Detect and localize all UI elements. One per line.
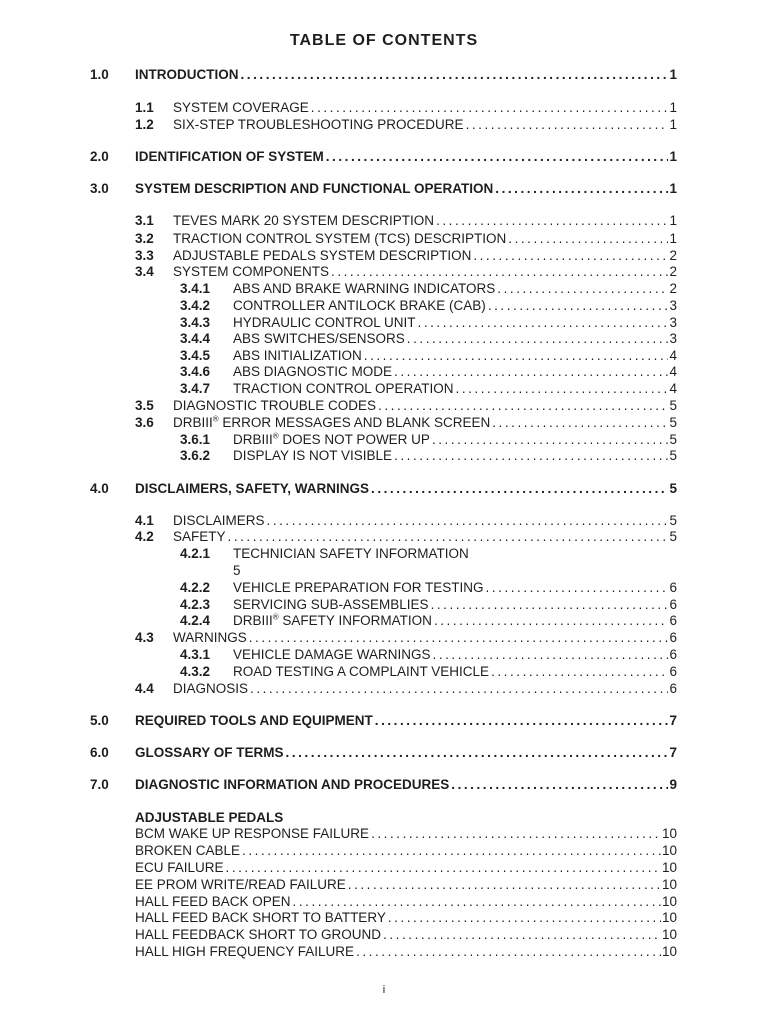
toc-entry[interactable] (180, 448, 677, 464)
toc-entry[interactable] (135, 264, 677, 280)
dot-leader (492, 415, 668, 431)
section-title: WARNINGS (173, 630, 247, 645)
section-number: 4.0 (90, 481, 109, 496)
dot-leader (241, 67, 669, 83)
section-title: DIAGNOSTIC TROUBLE CODES (173, 398, 377, 413)
dot-leader (456, 381, 669, 397)
dot-leader (418, 315, 669, 331)
section-number: 7.0 (90, 777, 109, 792)
toc-entry[interactable] (90, 481, 677, 497)
section-title: DISCLAIMERS, SAFETY, WARNINGS (135, 481, 370, 496)
section-title: ROAD TESTING A COMPLAINT VEHICLE (233, 664, 490, 679)
dot-leader (407, 331, 669, 347)
toc-entry[interactable] (135, 513, 677, 529)
section-title: TEVES MARK 20 SYSTEM DESCRIPTION (173, 213, 435, 228)
section-number: 4.2.2 (180, 580, 211, 595)
page-number: 2 (669, 264, 677, 279)
section-title: CONTROLLER ANTILOCK BRAKE (CAB) (233, 298, 486, 313)
section-number: 3.4.3 (180, 315, 211, 330)
section-title: SYSTEM COMPONENTS (173, 264, 330, 279)
section-title: DRBIII® SAFETY INFORMATION (233, 612, 432, 628)
dot-leader (267, 513, 669, 529)
section-number: 4.2 (135, 529, 154, 544)
section-number: 3.6 (135, 415, 154, 430)
section-number: 3.2 (135, 231, 154, 246)
toc-entry[interactable] (90, 777, 677, 793)
section-number: 1.2 (135, 117, 154, 132)
toc-entry[interactable] (135, 414, 677, 431)
section-title: ABS SWITCHES/SENSORS (233, 331, 405, 346)
dot-leader (451, 777, 668, 793)
dot-leader (497, 281, 668, 297)
dot-leader (375, 713, 669, 729)
dot-leader (491, 664, 668, 680)
section-title: DRBIII® ERROR MESSAGES AND BLANK SCREEN (173, 414, 491, 430)
section-number: 4.3.1 (180, 647, 211, 662)
page-number: 10 (661, 910, 677, 925)
page-number: 1 (669, 149, 677, 164)
section-title: SERVICING SUB-ASSEMBLIES (233, 597, 429, 612)
section-number: 3.3 (135, 248, 154, 263)
section-title: TRACTION CONTROL OPERATION (233, 381, 454, 396)
page-number: 6 (669, 613, 677, 628)
section-title: VEHICLE DAMAGE WARNINGS (233, 647, 431, 662)
page-number: 3 (669, 331, 677, 346)
page-number: 2 (669, 248, 677, 263)
section-number: 3.4 (135, 264, 154, 279)
toc-entry[interactable] (180, 431, 677, 448)
page-title: TABLE OF CONTENTS (289, 32, 479, 49)
toc-entry[interactable] (135, 826, 677, 842)
page-number: 6 (669, 664, 677, 679)
dot-leader (250, 681, 668, 697)
dot-leader (486, 580, 669, 596)
dot-leader (371, 826, 661, 842)
section-title: GLOSSARY OF TERMS (135, 745, 284, 760)
page-number: 10 (661, 927, 677, 942)
toc-entry[interactable] (180, 546, 677, 562)
toc-entry[interactable] (135, 681, 677, 697)
group-heading: ADJUSTABLE PEDALS (135, 810, 284, 825)
section-number: 3.4.2 (180, 298, 211, 313)
toc-entry[interactable] (180, 381, 677, 397)
section-title: SIX-STEP TROUBLESHOOTING PROCEDURE (173, 117, 464, 132)
toc-entry[interactable] (135, 213, 677, 229)
page-footer-number: i (382, 984, 386, 996)
dot-leader (508, 231, 668, 247)
section-number: 3.6.2 (180, 448, 211, 463)
toc-entry[interactable] (180, 580, 677, 596)
section-number: 4.1 (135, 513, 154, 528)
toc-entry[interactable] (135, 894, 677, 910)
page-number: 10 (661, 944, 677, 959)
section-title: TRACTION CONTROL SYSTEM (TCS) DESCRIPTION (173, 231, 507, 246)
section-number: 3.0 (90, 181, 109, 196)
section-title: INTRODUCTION (135, 67, 239, 82)
section-number: 3.4.5 (180, 348, 211, 363)
toc-entry[interactable] (135, 248, 677, 264)
page-number: 10 (661, 894, 677, 909)
section-number: 4.3 (135, 630, 154, 645)
page-number: 1 (669, 117, 677, 132)
page-number: 7 (669, 713, 677, 728)
page-number: 5 (669, 529, 677, 544)
section-title: DIAGNOSTIC INFORMATION AND PROCEDURES (135, 777, 450, 792)
section-number: 2.0 (90, 149, 109, 164)
section-title: ABS DIAGNOSTIC MODE (233, 364, 393, 379)
toc-entry[interactable] (90, 67, 677, 83)
page-number: 1 (669, 67, 677, 82)
dot-leader (488, 298, 669, 314)
section-title: TECHNICIAN SAFETY INFORMATION (233, 546, 469, 561)
section-title: ABS AND BRAKE WARNING INDICATORS (233, 281, 496, 296)
toc-entry[interactable] (180, 664, 677, 680)
toc-entry[interactable] (180, 364, 677, 380)
toc-entry[interactable] (90, 181, 677, 197)
section-title: VEHICLE PREPARATION FOR TESTING (233, 580, 484, 595)
page-number: 7 (669, 745, 677, 760)
page-number: 9 (669, 777, 677, 792)
section-title: ABS INITIALIZATION (233, 348, 362, 363)
dot-leader (311, 100, 669, 116)
toc-entry[interactable] (135, 860, 677, 876)
toc-entry[interactable] (135, 843, 677, 859)
toc-entry[interactable] (180, 298, 677, 314)
page-number: 6 (669, 681, 677, 696)
page-number: 6 (669, 630, 677, 645)
section-number: 3.6.1 (180, 432, 211, 447)
toc-entry[interactable] (180, 281, 677, 297)
dot-leader (434, 613, 669, 629)
section-title: DRBIII® DOES NOT POWER UP (233, 431, 430, 447)
page-number: 3 (669, 315, 677, 330)
page-number: 1 (669, 181, 677, 196)
section-title: SYSTEM DESCRIPTION AND FUNCTIONAL OPERATION (135, 181, 494, 196)
toc-entry[interactable] (135, 927, 677, 943)
toc-entry[interactable] (135, 117, 677, 133)
page-number: 5 (669, 432, 677, 447)
page-number: 5 (669, 513, 677, 528)
section-title: DIAGNOSIS (173, 681, 249, 696)
section-title: DISPLAY IS NOT VISIBLE (233, 448, 393, 463)
dot-leader (348, 877, 661, 893)
toc-entry[interactable] (135, 231, 677, 247)
toc-entry[interactable] (135, 100, 677, 116)
dot-leader (378, 398, 668, 414)
dot-leader (286, 745, 669, 761)
toc-entry-continuation[interactable] (233, 563, 677, 579)
section-number: 3.4.4 (180, 331, 211, 346)
dot-leader (383, 927, 661, 943)
dot-leader (228, 529, 669, 545)
section-number: 6.0 (90, 745, 109, 760)
toc-entry[interactable] (180, 348, 677, 364)
page-number: 5 (669, 398, 677, 413)
section-number: 1.1 (135, 100, 154, 115)
page-number: 4 (669, 381, 677, 396)
entry-title: HALL FEED BACK OPEN (135, 894, 291, 909)
page-number: 10 (661, 826, 677, 841)
dot-leader (433, 647, 669, 663)
section-number: 3.1 (135, 213, 154, 228)
toc-entry[interactable] (135, 529, 677, 545)
dot-leader (226, 860, 661, 876)
entry-title: BCM WAKE UP RESPONSE FAILURE (135, 826, 370, 841)
entry-title: HALL FEEDBACK SHORT TO GROUND (135, 927, 382, 942)
dot-leader (326, 149, 669, 165)
section-number: 5.0 (90, 713, 109, 728)
entry-title: EE PROM WRITE/READ FAILURE (135, 877, 346, 892)
dot-leader (364, 348, 669, 364)
section-number: 3.4.6 (180, 364, 211, 379)
page-number: 1 (669, 231, 677, 246)
page-number: 2 (669, 281, 677, 296)
dot-leader (432, 432, 669, 448)
toc-entry[interactable] (180, 315, 677, 331)
page-number: 1 (669, 213, 677, 228)
dot-leader (394, 364, 668, 380)
toc-entry[interactable] (135, 877, 677, 893)
dot-leader (431, 597, 669, 613)
toc-entry[interactable] (135, 910, 677, 926)
page-number: 5 (669, 415, 677, 430)
dot-leader (356, 944, 661, 960)
dot-leader (331, 264, 668, 280)
section-number: 4.3.2 (180, 664, 211, 679)
section-number: 4.4 (135, 681, 154, 696)
toc-entry[interactable] (90, 713, 677, 729)
section-number: 4.2.1 (180, 546, 211, 561)
page-number: 3 (669, 298, 677, 313)
section-title: SAFETY (173, 529, 226, 544)
dot-leader (388, 910, 661, 926)
page-number: 10 (661, 860, 677, 875)
toc-entry[interactable] (180, 331, 677, 347)
page-number: 4 (669, 348, 677, 363)
toc-entry[interactable] (135, 398, 677, 414)
toc-entry[interactable] (180, 647, 677, 663)
section-number: 3.5 (135, 398, 154, 413)
toc-entry[interactable] (180, 612, 677, 629)
page-number: 10 (661, 877, 677, 892)
page-number: 10 (661, 843, 677, 858)
dot-leader (242, 843, 661, 859)
page-number: 6 (669, 647, 677, 662)
section-number: 1.0 (90, 67, 109, 82)
toc-entry[interactable] (90, 149, 677, 165)
section-title: IDENTIFICATION OF SYSTEM (135, 149, 324, 164)
page-number: 4 (669, 364, 677, 379)
entry-title: HALL HIGH FREQUENCY FAILURE (135, 944, 355, 959)
dot-leader (249, 630, 669, 646)
page-number: 6 (669, 580, 677, 595)
toc-entry[interactable] (90, 745, 677, 761)
toc-entry[interactable] (135, 630, 677, 646)
dot-leader (473, 248, 668, 264)
dot-leader (394, 448, 668, 464)
section-number: 3.4.1 (180, 281, 211, 296)
toc-entry[interactable] (135, 944, 677, 960)
page-number: 5 (669, 448, 677, 463)
section-number: 4.2.3 (180, 597, 211, 612)
section-title: ADJUSTABLE PEDALS SYSTEM DESCRIPTION (173, 248, 472, 263)
section-title: REQUIRED TOOLS AND EQUIPMENT (135, 713, 373, 728)
dot-leader (436, 213, 668, 229)
entry-title: ECU FAILURE (135, 860, 224, 875)
section-number: 3.4.7 (180, 381, 211, 396)
page-number: 5 (233, 563, 241, 578)
page-number: 1 (669, 100, 677, 115)
section-number: 4.2.4 (180, 613, 211, 628)
section-title: HYDRAULIC CONTROL UNIT (233, 315, 416, 330)
section-title: SYSTEM COVERAGE (173, 100, 309, 115)
dot-leader (293, 894, 661, 910)
dot-leader (495, 181, 668, 197)
toc-entry[interactable] (180, 597, 677, 613)
section-title: DISCLAIMERS (173, 513, 265, 528)
dot-leader (466, 117, 669, 133)
page-number: 6 (669, 597, 677, 612)
entry-title: HALL FEED BACK SHORT TO BATTERY (135, 910, 386, 925)
page-number: 5 (669, 481, 677, 496)
dot-leader (371, 481, 668, 497)
entry-title: BROKEN CABLE (135, 843, 241, 858)
